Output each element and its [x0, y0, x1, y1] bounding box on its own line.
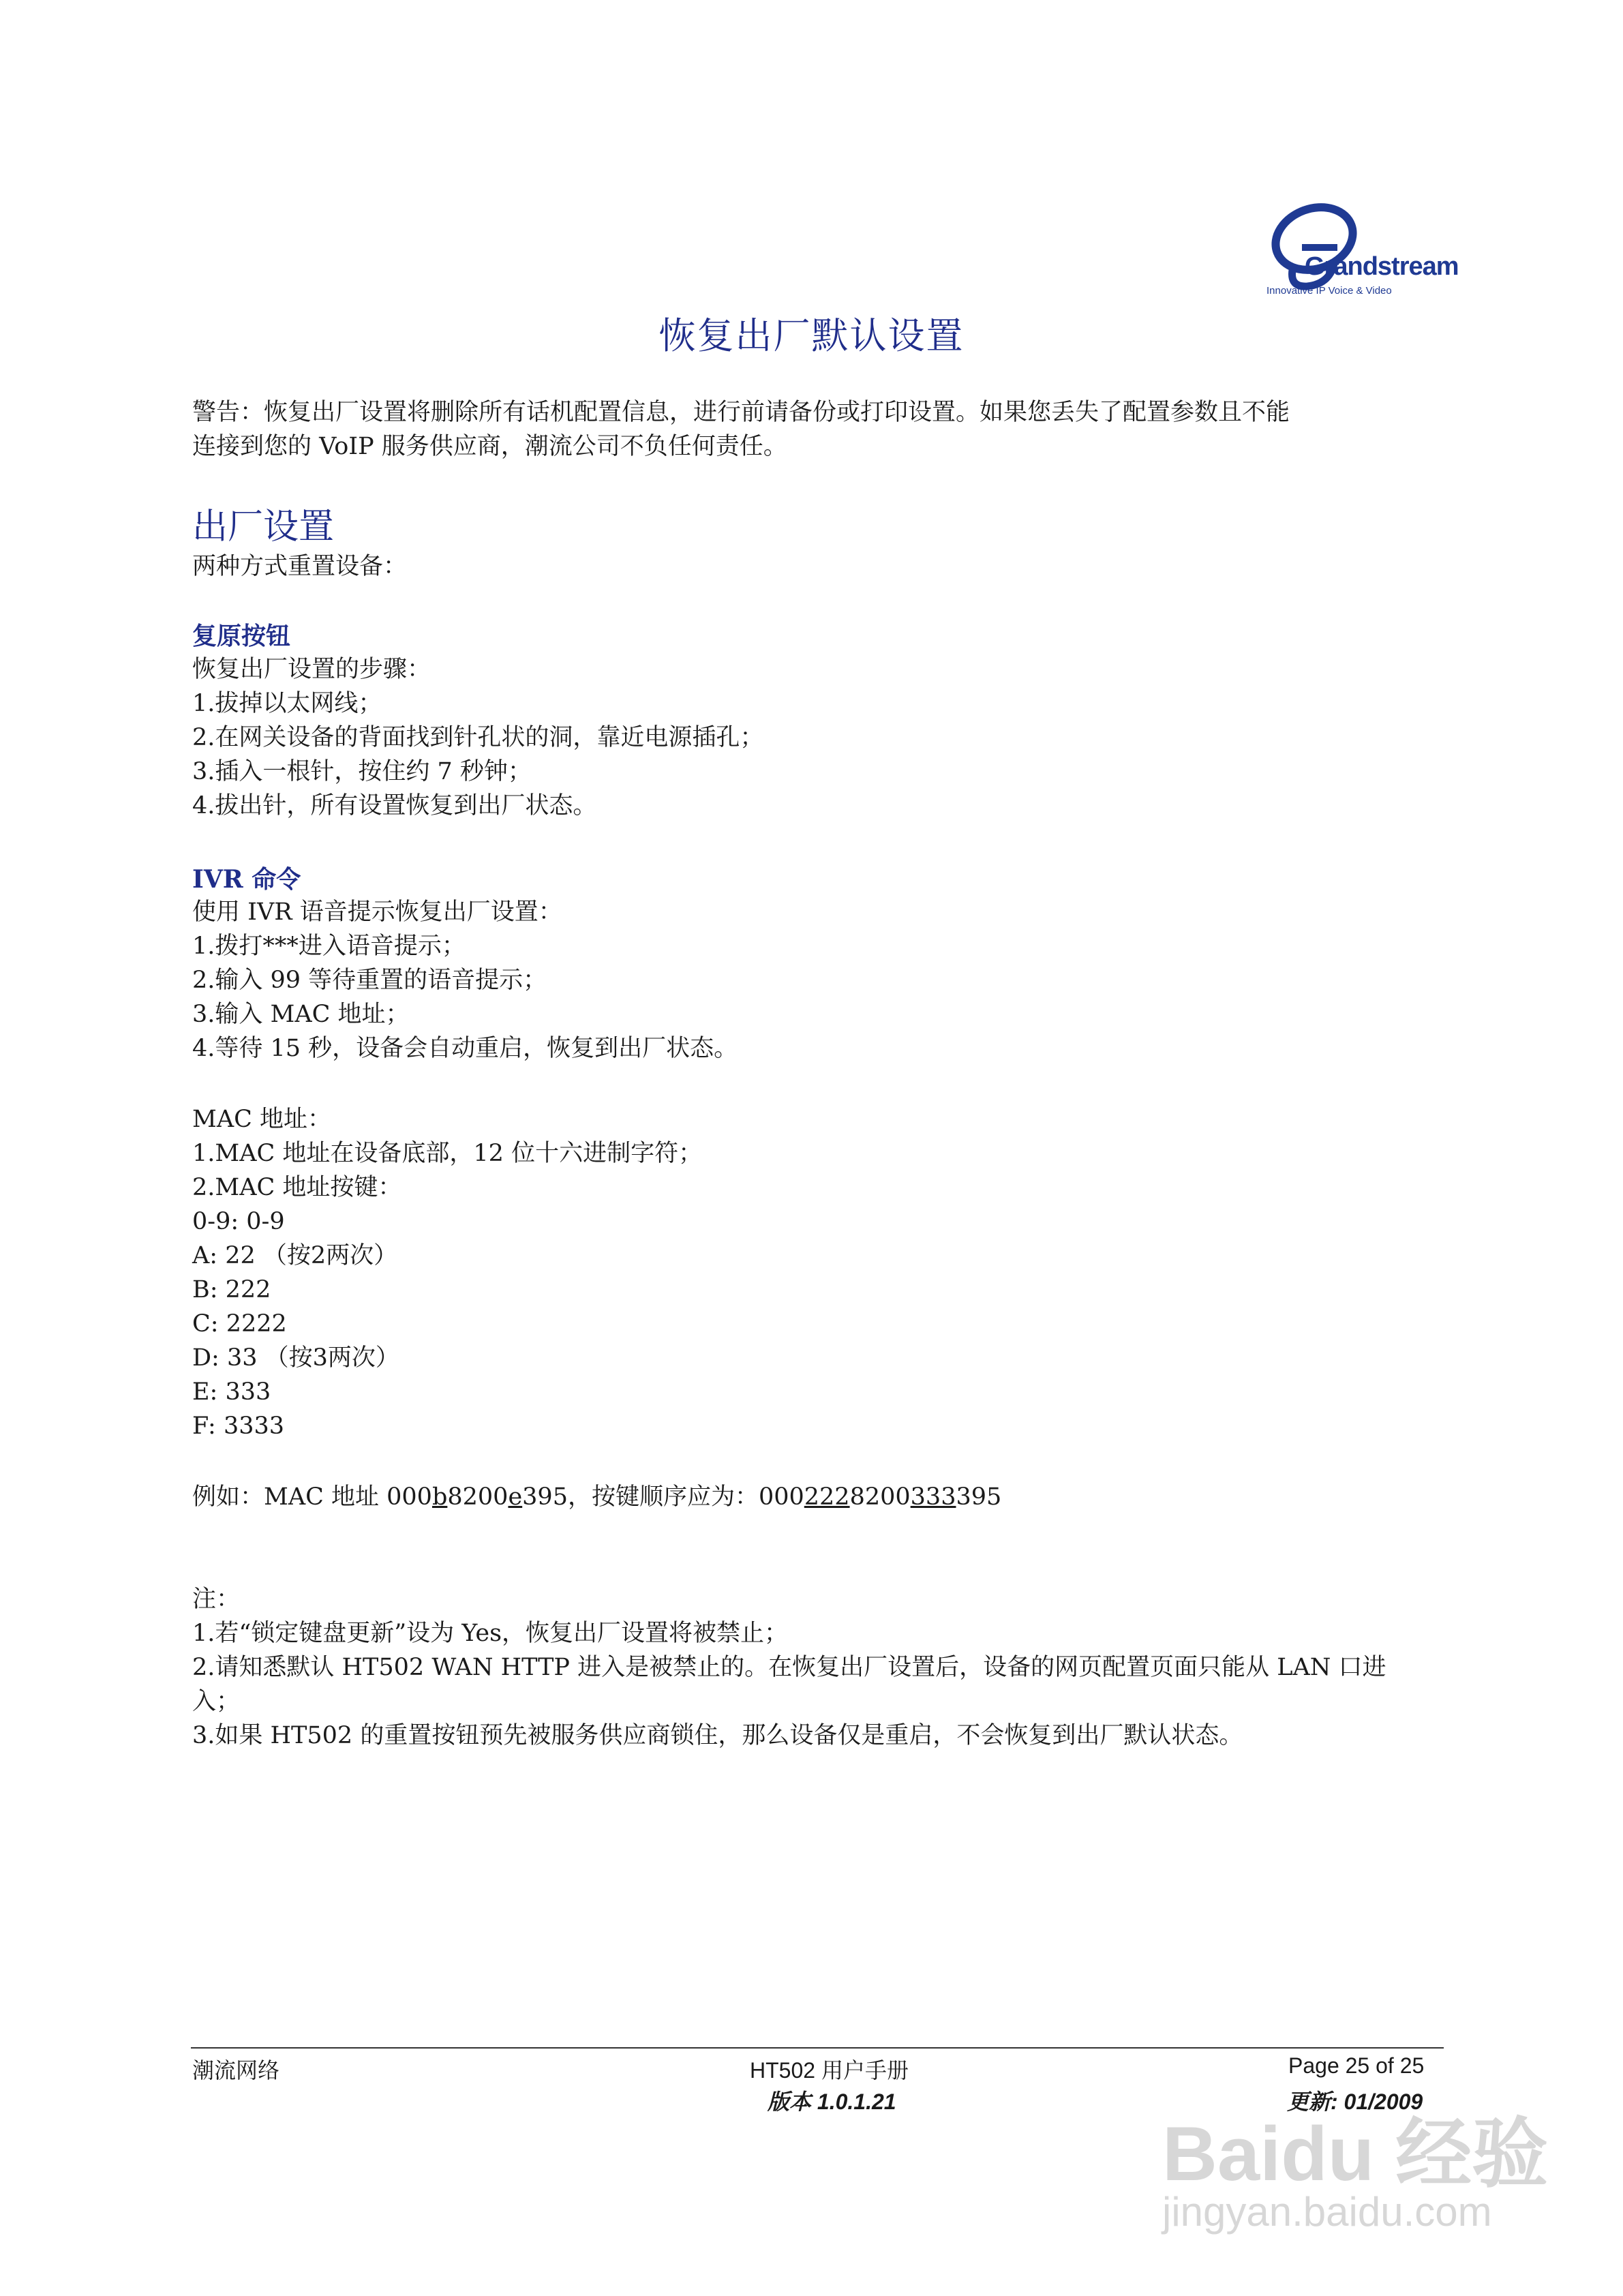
- mac-key-row: B: 222: [192, 1276, 271, 1303]
- reset-line: 1.拔掉以太网线；: [192, 690, 382, 717]
- footer-company: 潮流网络: [192, 2058, 280, 2083]
- baidu-watermark-logo: Baidu 经验: [1162, 2111, 1549, 2196]
- mac-line: MAC 地址：: [192, 1106, 332, 1133]
- mac-key-row: D: 33 （按3两次）: [192, 1344, 399, 1372]
- example-key-e: 333: [910, 1483, 956, 1511]
- example-mac-end: 395，按键顺序应为：000: [522, 1483, 804, 1511]
- notes-label: 注：: [192, 1586, 241, 1613]
- mac-key-row: A: 22 （按2两次）: [192, 1242, 398, 1269]
- example-line: [192, 1480, 1001, 1514]
- ivr-line: 使用 IVR 语音提示恢复出厂设置：: [192, 898, 562, 926]
- footer-version: 版本 1.0.1.21: [768, 2089, 896, 2114]
- ivr-line: 2.输入 99 等待重置的语音提示；: [192, 967, 547, 994]
- ivr-line: 3.输入 MAC 地址；: [192, 1001, 410, 1028]
- mac-key-row: E: 333: [192, 1378, 271, 1406]
- reset-line: 4.拔出针，所有设置恢复到出厂状态。: [192, 792, 597, 819]
- reset-line: 3.插入一根针，按住约 7 秒钟；: [192, 758, 532, 785]
- baidu-watermark-url: jingyan.baidu.com: [1162, 2189, 1492, 2235]
- footer-divider: [191, 2047, 1444, 2049]
- example-key-end: 395: [956, 1483, 1002, 1511]
- reset-line: 2.在网关设备的背面找到针孔状的洞，靠近电源插孔；: [192, 724, 764, 751]
- example-prefix: 例如：MAC 地址 000: [192, 1483, 432, 1511]
- reset-line: 恢复出厂设置的步骤：: [192, 656, 431, 683]
- footer-manual: HT502 用户手册: [750, 2058, 909, 2083]
- example-mac-mid: 8200: [447, 1483, 509, 1511]
- example-mac-e: e: [508, 1483, 523, 1511]
- ivr-line: 1.拨打***进入语音提示；: [192, 933, 466, 960]
- mac-key-row: F: 3333: [192, 1413, 285, 1440]
- note-line: 2.请知悉默认 HT502 WAN HTTP 进入是被禁止的。在恢复出厂设置后，设备的网页配置页面只能从 LAN 口进: [192, 1654, 1386, 1681]
- factory-intro: 两种方式重置设备：: [192, 553, 408, 580]
- mac-key-row: C: 2222: [192, 1310, 287, 1338]
- example-key-mid: 8200: [849, 1483, 911, 1511]
- subheading-reset-button: 复原按钮: [192, 622, 291, 650]
- section-heading-factory: 出厂设置: [192, 507, 335, 547]
- logo-brand: Grandstream: [1305, 252, 1459, 281]
- example-key-b: 222: [804, 1483, 850, 1511]
- note-line: 3.如果 HT502 的重置按钮预先被服务供应商锁住，那么设备仅是重启，不会恢复到出厂默认状态。: [192, 1722, 1243, 1749]
- mac-key-row: 0-9: 0-9: [192, 1208, 285, 1235]
- note-line: 入；: [192, 1688, 241, 1715]
- subheading-ivr: IVR 命令: [192, 865, 301, 894]
- logo-tagline: Innovative IP Voice & Video: [1266, 285, 1392, 297]
- note-line: 1.若“锁定键盘更新”设为 Yes，恢复出厂设置将被禁止；: [192, 1620, 789, 1647]
- grandstream-logo: [1266, 199, 1459, 301]
- footer-page: Page 25 of 25: [1288, 2053, 1425, 2078]
- mac-line: 2.MAC 地址按键：: [192, 1174, 402, 1201]
- example-mac-b: b: [431, 1483, 448, 1511]
- page-title: 恢复出厂默认设置: [658, 314, 965, 357]
- footer-updated: 更新: 01/2009: [1287, 2089, 1423, 2114]
- warning-line-2: 连接到您的 VoIP 服务供应商，潮流公司不负任何责任。: [192, 433, 787, 460]
- warning-line-1: 警告：恢复出厂设置将删除所有话机配置信息，进行前请备份或打印设置。如果您丢失了配置参数且不能: [192, 399, 1290, 426]
- ivr-line: 4.等待 15 秒，设备会自动重启，恢复到出厂状态。: [192, 1035, 738, 1062]
- mac-line: 1.MAC 地址在设备底部，12 位十六进制字符；: [192, 1140, 703, 1167]
